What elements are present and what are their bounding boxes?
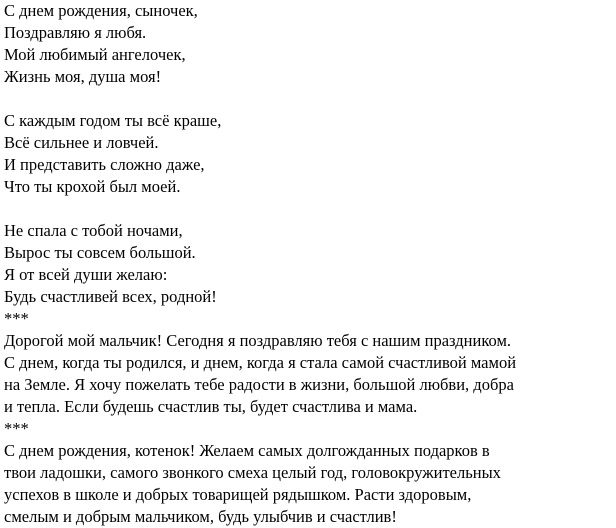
prose-line: смелым и добрым мальчиком, будь улыбчив и счастлив! [4,507,397,526]
poem-line: Всё сильнее и ловчей. [4,133,159,152]
prose-line: Дорогой мой мальчик! Сегодня я поздравляю тебя с нашим праздником. [4,331,512,350]
poem-line: Не спала с тобой ночами, [4,221,183,240]
prose-line: на Земле. Я хочу пожелать тебе радости в жизни, большой любви, добра [4,375,514,394]
prose-line: С днем рождения, котенок! Желаем самых долгожданных подарков в [4,441,490,460]
poem-stanza-2 [4,110,612,198]
prose-line: успехов в школе и добрых товарищей рядышком. Расти здоровым, [4,485,472,504]
stanza-gap [4,88,612,110]
poem-line: Мой любимый ангелочек, [4,45,186,64]
poem-line: Я от всей души желаю: [4,265,168,284]
prose-line: твои ладошки, самого звонкого смеха целый год, головокружительных [4,463,501,482]
prose-paragraph-2 [4,440,612,528]
prose-line: С днем, когда ты родился, и днем, когда я стала самой счастливой мамой [4,353,517,372]
poem-line: Поздравляю я любя. [4,23,147,42]
poem-line: Жизнь моя, душа моя! [4,67,162,86]
poem-line: С днем рождения, сыночек, [4,1,198,20]
poem-stanza-3 [4,220,612,308]
stanza-gap [4,198,612,220]
poem-stanza-1 [4,0,612,88]
poem-line: Что ты крохой был моей. [4,177,181,196]
prose-line: и тепла. Если будешь счастлив ты, будет счастлива и мама. [4,397,418,416]
poem-line: Будь счастливей всех, родной! [4,287,217,306]
separator-stars: *** [4,419,29,438]
prose-paragraph-1 [4,330,612,418]
separator-stars: *** [4,309,29,328]
poem-line: С каждым годом ты всё краше, [4,111,222,130]
poem-line: Вырос ты совсем большой. [4,243,196,262]
poem-line: И представить сложно даже, [4,155,205,174]
